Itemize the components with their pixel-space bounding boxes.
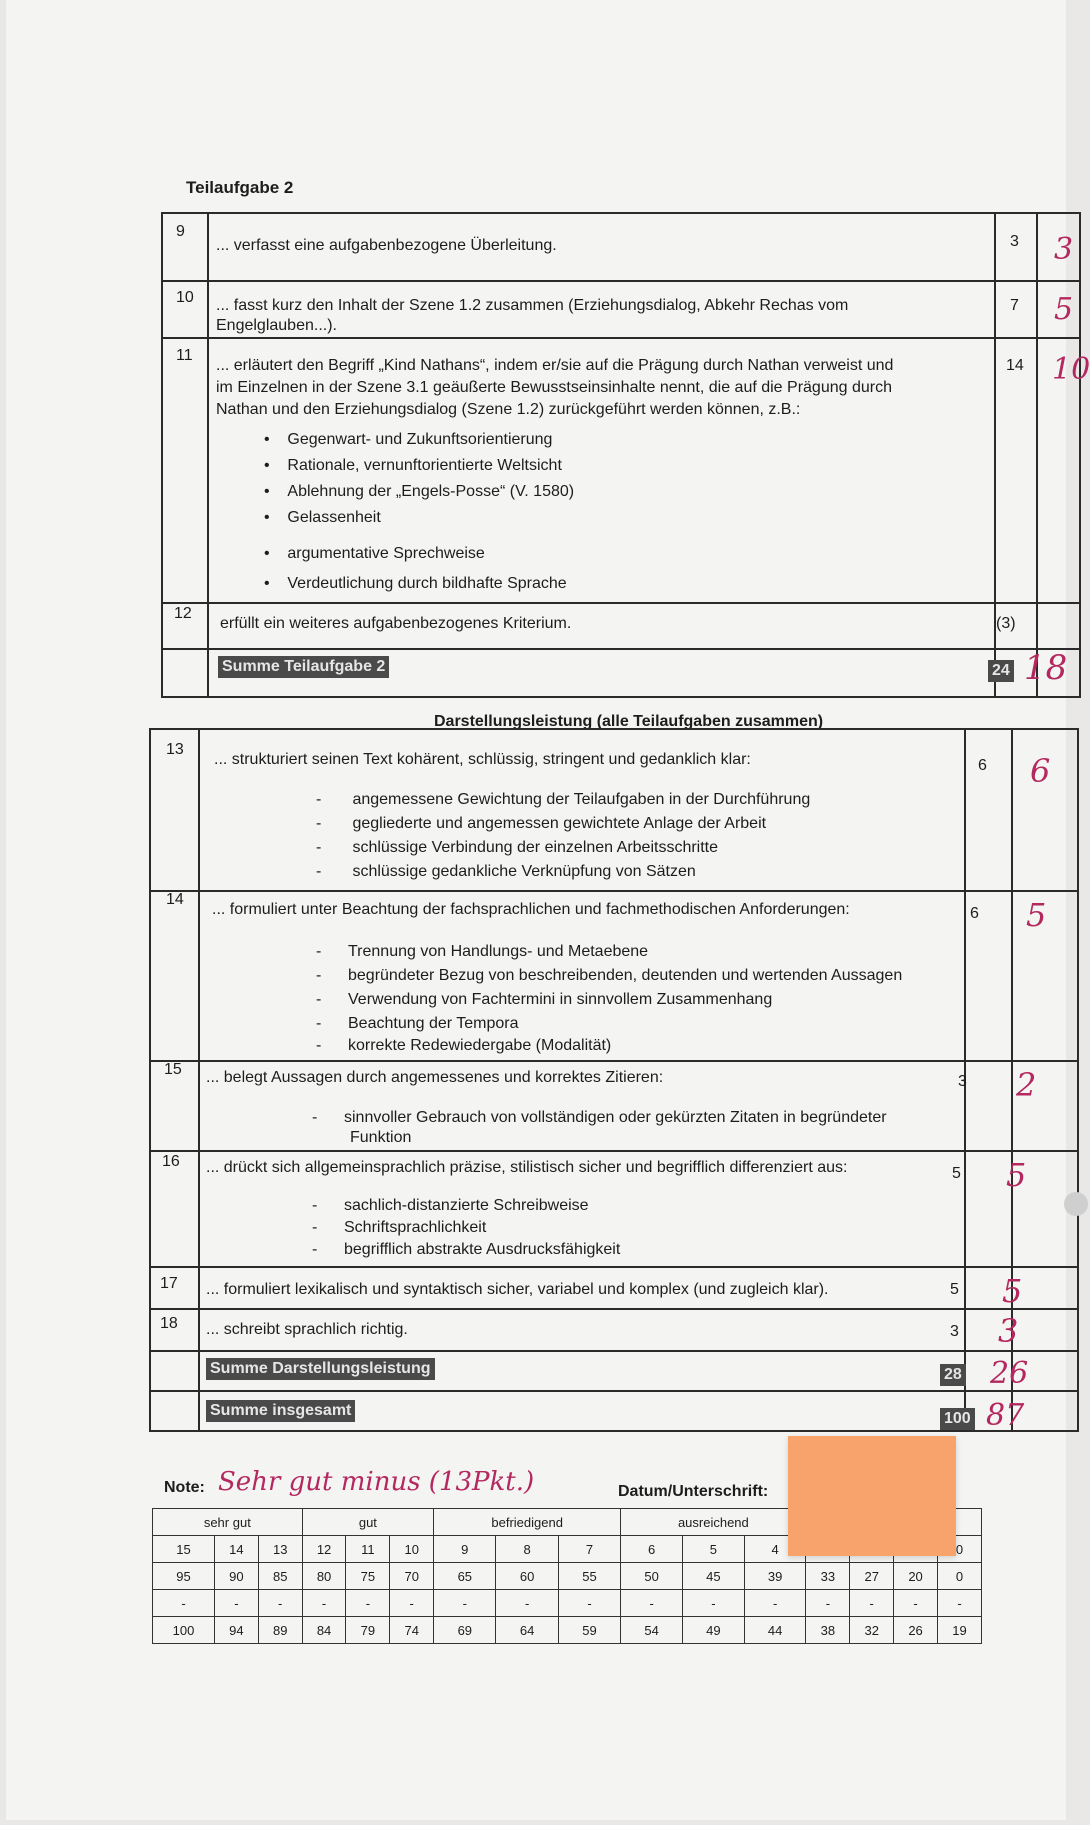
bullet-item: • Gegenwart- und Zukunftsorientierung xyxy=(264,431,553,448)
lower-cell: 55 xyxy=(558,1563,620,1590)
band-ausreichend: ausreichend xyxy=(621,1509,806,1536)
awarded-points: 5 xyxy=(1026,896,1047,934)
criterion-text: ... belegt Aussagen durch angemessenes und korrektes Zitieren: xyxy=(206,1069,664,1086)
points-cell: 7 xyxy=(558,1536,620,1563)
lower-cell: 33 xyxy=(806,1563,850,1590)
criterion-text: ... fasst kurz den Inhalt der Szene 1.2 zusammen (Erziehungsdialog, Abkehr Rechas vom xyxy=(216,297,849,314)
teil2-sum-score: 18 xyxy=(1024,648,1068,688)
criterion-text: ... schreibt sprachlich richtig. xyxy=(206,1321,408,1338)
max-points: 3 xyxy=(950,1323,959,1340)
darstellung-sum-label: Summe Darstellungsleistung xyxy=(206,1358,435,1380)
bullet-item-cont: Funktion xyxy=(350,1129,412,1146)
awarded-points: 6 xyxy=(1030,752,1051,790)
points-cell: 15 xyxy=(153,1536,215,1563)
upper-cell: 26 xyxy=(894,1617,938,1644)
points-cell: 4 xyxy=(744,1536,806,1563)
upper-cell: 19 xyxy=(937,1617,981,1644)
row-number: 15 xyxy=(164,1061,182,1078)
upper-cell: 38 xyxy=(806,1617,850,1644)
bullet-item: • argumentative Sprechweise xyxy=(264,545,485,562)
max-points: 6 xyxy=(970,905,979,922)
row-number: 16 xyxy=(162,1153,180,1170)
lower-cell: 0 xyxy=(937,1563,981,1590)
awarded-points: 5 xyxy=(1054,292,1074,327)
row-number: 17 xyxy=(160,1275,178,1292)
bullet-item: - Trennung von Handlungs- und Metaebene xyxy=(316,943,649,960)
bullet-item: - Verwendung von Fachtermini in sinnvollem Zusammenhang xyxy=(316,991,773,1008)
criterion-text-cont: Engelglauben...). xyxy=(216,317,337,334)
bullet-item: - schlüssige gedankliche Verknüpfung von Sätzen xyxy=(316,863,696,880)
band-sehr-gut: sehr gut xyxy=(153,1509,303,1536)
bullet-item: - Beachtung der Tempora xyxy=(316,1015,519,1032)
upper-cell: 49 xyxy=(682,1617,744,1644)
upper-cell: 64 xyxy=(496,1617,558,1644)
lower-cell: 39 xyxy=(744,1563,806,1590)
max-points: 14 xyxy=(1006,357,1024,374)
lower-cell: 85 xyxy=(258,1563,302,1590)
lower-cell: 70 xyxy=(390,1563,434,1590)
awarded-points: 5 xyxy=(1006,1156,1027,1194)
awarded-points: 3 xyxy=(1054,232,1074,267)
darstellung-heading: Darstellungsleistung (alle Teilaufgaben zusammen) xyxy=(434,713,824,730)
max-points: 6 xyxy=(978,757,987,774)
row-number: 9 xyxy=(176,223,185,240)
row-number: 18 xyxy=(160,1315,178,1332)
total-sum-score: 87 xyxy=(986,1398,1025,1433)
row-number: 11 xyxy=(176,347,193,364)
upper-cell: 89 xyxy=(258,1617,302,1644)
lower-cell: 90 xyxy=(214,1563,258,1590)
bullet-item: • Gelassenheit xyxy=(264,509,381,526)
row-number: 13 xyxy=(166,741,184,758)
lower-cell: 80 xyxy=(302,1563,346,1590)
total-sum-label: Summe insgesamt xyxy=(206,1400,355,1422)
criterion-text: ... verfasst eine aufgabenbezogene Überleitung. xyxy=(216,237,557,254)
bullet-item: - Schriftsprachlichkeit xyxy=(312,1219,487,1236)
note-label: Note: xyxy=(164,1479,205,1496)
max-points: 5 xyxy=(950,1281,959,1298)
criterion-text: erfüllt ein weiteres aufgabenbezogenes Kriterium. xyxy=(220,615,572,632)
upper-cell: 100 xyxy=(153,1617,215,1644)
bullet-item: • Verdeutlichung durch bildhafte Sprache xyxy=(264,575,567,592)
points-cell: 13 xyxy=(258,1536,302,1563)
lower-cell: 65 xyxy=(434,1563,496,1590)
bullet-item: - begrifflich abstrakte Ausdrucksfähigkeit xyxy=(312,1241,621,1258)
bullet-item: - schlüssige Verbindung der einzelnen Arbeitsschritte xyxy=(316,839,719,856)
bullet-item: - sinnvoller Gebrauch von vollständigen oder gekürzten Zitaten in begründeter xyxy=(312,1109,887,1126)
points-cell: 8 xyxy=(496,1536,558,1563)
teil2-sum-label: Summe Teilaufgabe 2 xyxy=(218,656,389,678)
upper-cell: 32 xyxy=(850,1617,894,1644)
criterion-text: ... drückt sich allgemeinsprachlich präzise, stilistisch sicher und begrifflich differenziert aus: xyxy=(206,1159,848,1176)
upper-cell: 74 xyxy=(390,1617,434,1644)
bullet-item: • Rationale, vernunftorientierte Weltsicht xyxy=(264,457,562,474)
grade-handwritten: Sehr gut minus (13Pkt.) xyxy=(218,1467,535,1497)
bullet-item: - korrekte Redewiedergabe (Modalität) xyxy=(316,1037,612,1054)
criterion-text: ... strukturiert seinen Text kohärent, schlüssig, stringent und gedanklich klar: xyxy=(214,751,751,768)
points-cell: 10 xyxy=(390,1536,434,1563)
grade-dash-row: - - - - - - - - - - - - - - - - xyxy=(153,1590,982,1617)
bullet-item: • Ablehnung der „Engels-Posse“ (V. 1580) xyxy=(264,483,575,500)
darstellung-sum-score: 26 xyxy=(990,1356,1029,1391)
awarded-points: 10 xyxy=(1052,352,1090,387)
criterion-text: ... formuliert lexikalisch und syntaktisch sicher, variabel und komplex (und zugleich klar). xyxy=(206,1281,829,1298)
row-number: 14 xyxy=(166,891,184,908)
lower-cell: 50 xyxy=(621,1563,683,1590)
upper-cell: 59 xyxy=(558,1617,620,1644)
max-points: 3 xyxy=(958,1073,967,1090)
points-cell: 11 xyxy=(346,1536,390,1563)
points-cell: 6 xyxy=(621,1536,683,1563)
max-points: 3 xyxy=(1010,233,1019,250)
lower-cell: 95 xyxy=(153,1563,215,1590)
max-points: 5 xyxy=(952,1165,961,1182)
points-cell: 0 xyxy=(937,1536,981,1563)
exam-sheet xyxy=(6,0,1090,1820)
band-gut: gut xyxy=(302,1509,433,1536)
upper-cell: 44 xyxy=(744,1617,806,1644)
lower-cell: 60 xyxy=(496,1563,558,1590)
punch-hole xyxy=(1064,1192,1088,1216)
row-number: 10 xyxy=(176,289,194,306)
bullet-item: - gegliederte und angemessen gewichtete Anlage der Arbeit xyxy=(316,815,767,832)
criterion-text-cont: im Einzelnen in der Szene 3.1 geäußerte Bewusstseinsinhalte nennt, die auf die Prägung durch xyxy=(216,379,892,396)
lower-cell: 20 xyxy=(894,1563,938,1590)
band-befriedigend: befriedigend xyxy=(434,1509,621,1536)
teil2-sum-max: 24 xyxy=(988,660,1014,682)
max-points: 7 xyxy=(1010,297,1019,314)
upper-cell: 54 xyxy=(621,1617,683,1644)
upper-cell: 79 xyxy=(346,1617,390,1644)
bullet-item: - sachlich-distanzierte Schreibweise xyxy=(312,1197,589,1214)
awarded-points: 5 xyxy=(1002,1272,1023,1310)
darstellung-sum-max: 28 xyxy=(940,1364,966,1386)
lower-cell: 75 xyxy=(346,1563,390,1590)
points-cell: 14 xyxy=(214,1536,258,1563)
sticky-note xyxy=(788,1436,956,1556)
points-cell: 9 xyxy=(434,1536,496,1563)
awarded-points: 3 xyxy=(998,1312,1019,1350)
points-cell: 12 xyxy=(302,1536,346,1563)
teil2-heading: Teilaufgabe 2 xyxy=(186,178,294,197)
points-cell: 5 xyxy=(682,1536,744,1563)
upper-cell: 84 xyxy=(302,1617,346,1644)
max-points: (3) xyxy=(996,615,1016,632)
row-number: 12 xyxy=(174,605,192,622)
awarded-points: 2 xyxy=(1016,1066,1037,1104)
bullet-item: - angemessene Gewichtung der Teilaufgaben in der Durchführung xyxy=(316,791,811,808)
lower-cell: 27 xyxy=(850,1563,894,1590)
criterion-text-cont2: Nathan und den Erziehungsdialog (Szene 1.2) zurückgeführt werden können, z.B.: xyxy=(216,401,801,418)
bullet-item: - begründeter Bezug von beschreibenden, deutenden und wertenden Aussagen xyxy=(316,967,903,984)
total-sum-max: 100 xyxy=(940,1408,975,1430)
lower-cell: 45 xyxy=(682,1563,744,1590)
criterion-text: ... erläutert den Begriff „Kind Nathans“, indem er/sie auf die Prägung durch Nathan verweist und xyxy=(216,357,894,374)
grade-lower-row xyxy=(153,1563,982,1590)
upper-cell: 94 xyxy=(214,1617,258,1644)
upper-cell: 69 xyxy=(434,1617,496,1644)
datum-label: Datum/Unterschrift: xyxy=(618,1483,769,1500)
criterion-text: ... formuliert unter Beachtung der fachsprachlichen und fachmethodischen Anforderungen: xyxy=(212,901,850,918)
grade-upper-row xyxy=(153,1617,982,1644)
